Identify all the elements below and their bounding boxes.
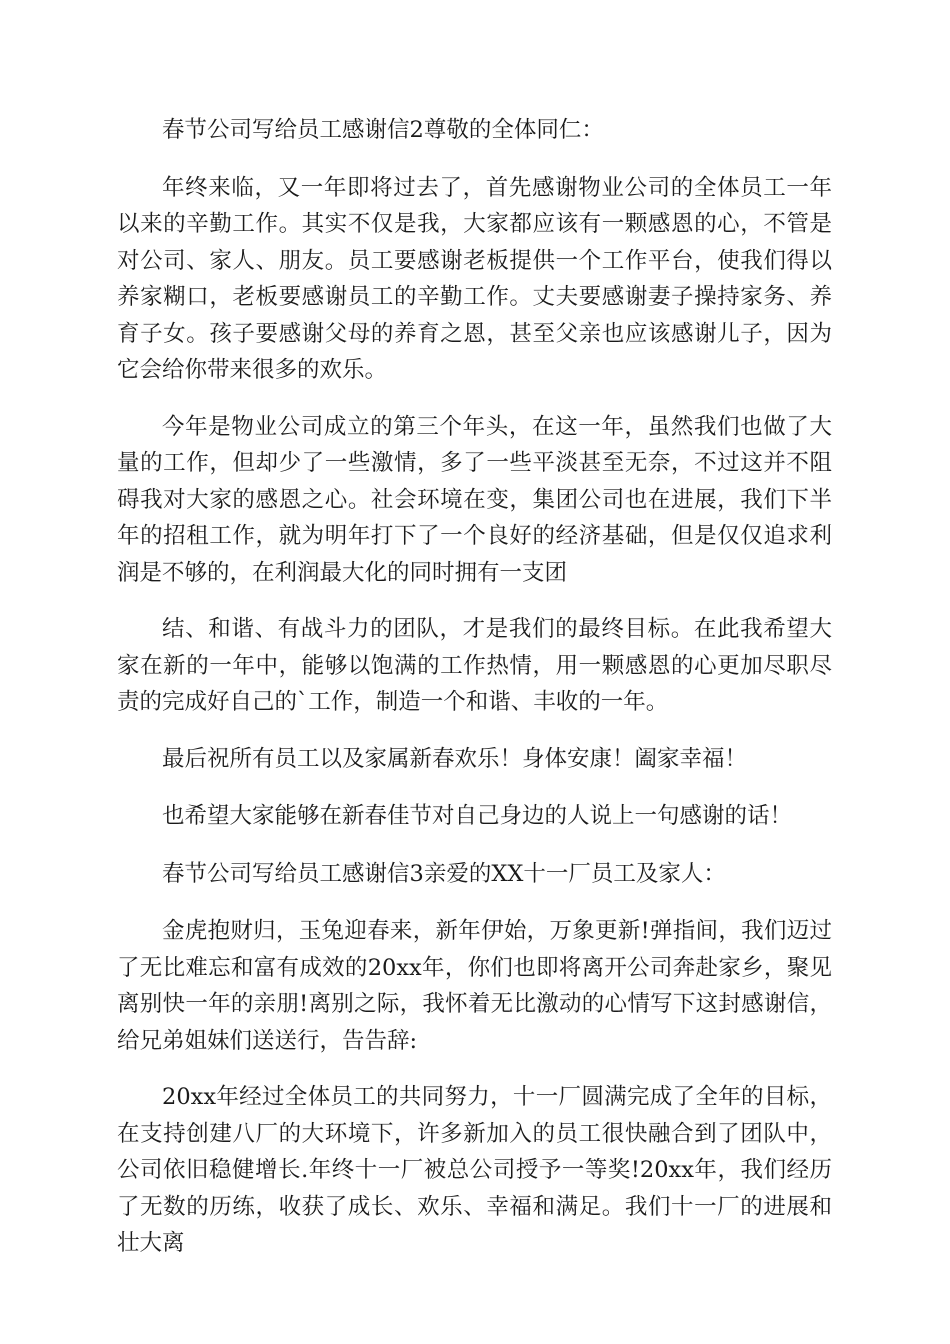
paragraph-say-thanks: 也希望大家能够在新春佳节对自己身边的人说上一句感谢的话！ — [162, 803, 793, 829]
paragraph-achievements: 20xx年经过全体员工的共同努力，十一厂圆满完成了全年的目标，在支持创建八厂的大环境下，许多新加入的员工很快融合到了团队中，公司依旧稳健增长.年终十一厂被总公司授予一等奖!20xx年，我们经历了无数的历练，收获了成长、欢乐、幸福和满足。我们十一厂的进展和壮大离 — [117, 1084, 832, 1256]
paragraph-letter2-heading: 春节公司写给员工感谢信2尊敬的全体同仁： — [162, 117, 604, 143]
paragraph-team-goal: 结、和谐、有战斗力的团队，才是我们的最终目标。在此我希望大家在新的一年中，能够以饱满的工作热情，用一颗感恩的心更加尽职尽责的完成好自己的`工作，制造一个和谐、丰收的一年。 — [117, 616, 832, 715]
paragraph-new-year-wishes: 最后祝所有员工以及家属新春欢乐！身体安康！阖家幸福！ — [162, 745, 748, 772]
paragraph-third-year: 今年是物业公司成立的第三个年头，在这一年，虽然我们也做了大量的工作，但却少了一些激情，多了一些平淡甚至无奈，不过这并不阻碍我对大家的感恩之心。社会环境在变，集团公司也在进展，我们下半年的招租工作，就为明年打下了一个良好的经济基础，但是仅仅追求利润是不够的，在利润最大化的同时拥有一支团 — [117, 413, 832, 586]
paragraph-farewell: 金虎抱财归，玉兔迎春来，新年伊始，万象更新!弹指间，我们迈过了无比难忘和富有成效的20xx年，你们也即将离开公司奔赴家乡，聚见离别快一年的亲朋!离别之际，我怀着无比激动的心情写下这封感谢信，给兄弟姐妹们送送行，告告辞: — [117, 918, 832, 1054]
paragraph-year-end-thanks: 年终来临，又一年即将过去了，首先感谢物业公司的全体员工一年以来的辛勤工作。其实不仅是我，大家都应该有一颗感恩的心，不管是对公司、家人、朋友。员工要感谢老板提供一个工作平台，使我们得以养家糊口，老板要感谢员工的辛勤工作。丈夫要感谢妻子操持家务、养育子女。孩子要感谢父母的养育之恩，甚至父亲也应该感谢儿子，因为它会给你带来很多的欢乐。 — [117, 174, 832, 383]
paragraph-letter3-heading: 春节公司写给员工感谢信3亲爱的XX十一厂员工及家人： — [162, 860, 726, 887]
